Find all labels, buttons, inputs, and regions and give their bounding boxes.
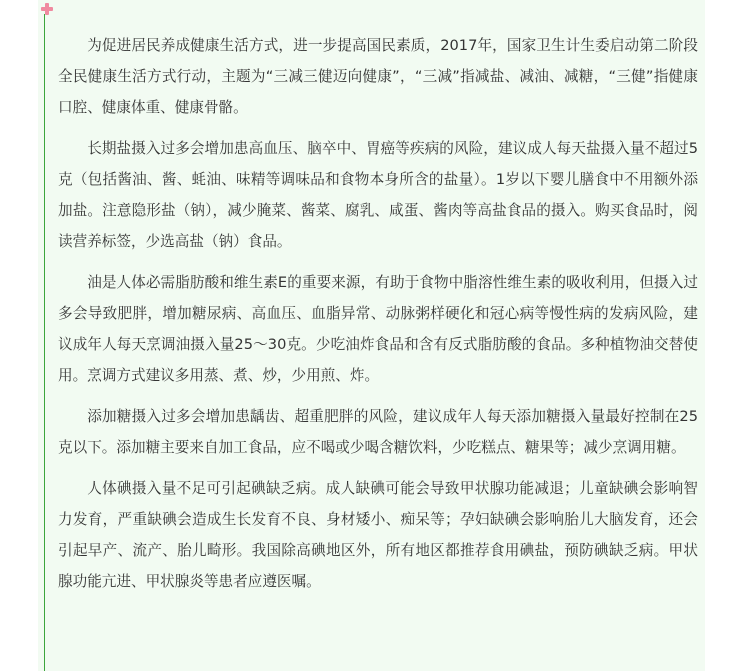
paragraph-salt: 长期盐摄入过多会增加患高血压、脑卒中、胃癌等疾病的风险，建议成人每天盐摄入量不超过5克（包括酱油、酱、蚝油、味精等调味品和食物本身所含的盐量）。1岁以下婴儿膳食中不用额外添加盐。注意隐形盐（钠），减少腌菜、酱菜、腐乳、咸蛋、酱肉等高盐食品的摄入。购买食品时，阅读营养标签，少选高盐（钠）食品。	[58, 140, 698, 250]
paragraph-sugar: 添加糖摄入过多会增加患龋齿、超重肥胖的风险，建议成年人每天添加糖摄入量最好控制在25克以下。添加糖主要来自加工食品，应不喝或少喝含糖饮料，少吃糕点、糖果等；减少烹调用糖。	[58, 408, 698, 456]
article-body	[58, 30, 698, 607]
left-rule-line	[44, 14, 45, 671]
paragraph-oil: 油是人体必需脂肪酸和维生素E的重要来源，有助于食物中脂溶性维生素的吸收利用，但摄入过多会导致肥胖，增加糖尿病、高血压、血脂异常、动脉粥样硬化和冠心病等慢性病的发病风险，建议成年人每天烹调油摄入量25～30克。少吃油炸食品和含有反式脂肪酸的食品。多种植物油交替使用。烹调方式建议多用蒸、煮、炒，少用煎、炸。	[58, 274, 698, 384]
paragraph-intro: 为促进居民养成健康生活方式，进一步提高国民素质，2017年，国家卫生计生委启动第二阶段全民健康生活方式行动，主题为“三减三健迈向健康”，“三减”指减盐、减油、减糖，“三健”指健康口腔、健康体重、健康骨骼。	[58, 37, 698, 116]
plus-icon	[41, 3, 53, 15]
paragraph-iodine: 人体碘摄入量不足可引起碘缺乏病。成人缺碘可能会导致甲状腺功能减退；儿童缺碘会影响智力发育，严重缺碘会造成生长发育不良、身材矮小、痴呆等；孕妇缺碘会影响胎儿大脑发育，还会引起早产、流产、胎儿畸形。我国除高碘地区外，所有地区都推荐食用碘盐，预防碘缺乏病。甲状腺功能亢进、甲状腺炎等患者应遵医嘱。	[58, 480, 698, 590]
